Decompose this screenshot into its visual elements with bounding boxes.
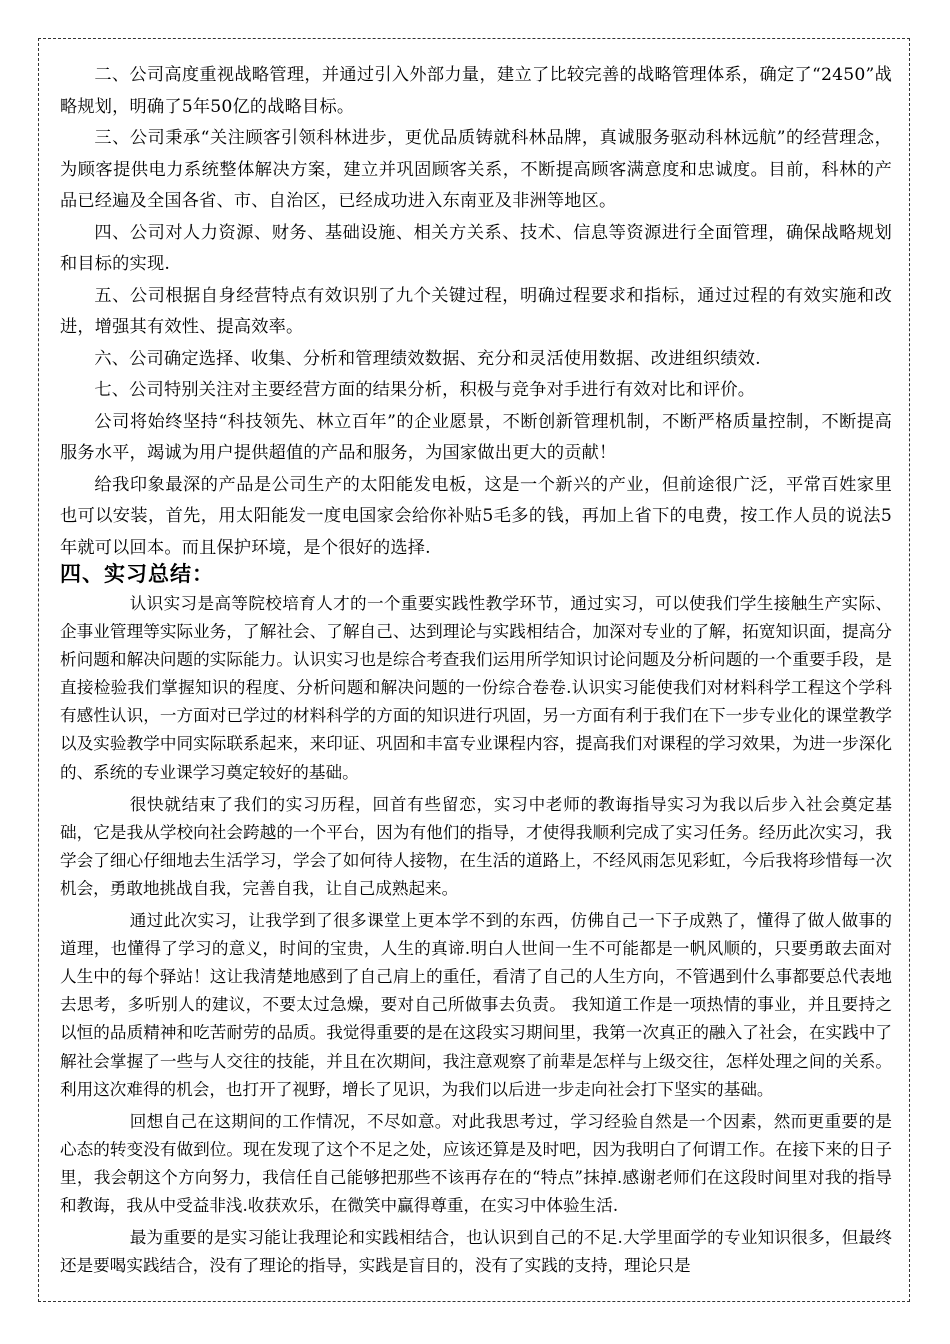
document-body (60, 60, 892, 1280)
paragraph: 认识实习是高等院校培育人才的一个重要实践性教学环节，通过实习，可以使我们学生接触生产实际、企事业管理等实际业务，了解社会、了解自己、达到理论与实践相结合，加深对专业的了解，拓宽知识面，提高分析问题和解决问题的实际能力。认识实习也是综合考查我们运用所学知识讨论问题及分析问题的一个重要手段，是直接检验我们掌握知识的程度、分析问题和解决问题的一份综合卷卷.认识实习能使我们对材料科学工程这个学科有感性认识，一方面对已学过的材料科学的方面的知识进行巩固，另一方面有利于我们在下一步专业化的课堂教学以及实验教学中同实际联系起来，来印证、巩固和丰富专业课程内容，提高我们对课程的学习效果，为进一步深化的、系统的专业课学习奠定较好的基础。 (60, 594, 892, 782)
paragraph: 通过此次实习，让我学到了很多课堂上更本学不到的东西，仿佛自己一下子成熟了，懂得了做人做事的道理，也懂得了学习的意义，时间的宝贵，人生的真谛.明白人世间一生不可能都是一帆风顺的，只要勇敢去面对人生中的每个驿站！这让我清楚地感到了自己肩上的重任，看清了自己的人生方向，不管遇到什么事都要总代表地去思考，多听别人的建议，不要太过急燥，要对自己所做事去负责。 我知道工作是一项热情的事业，并且要持之以恒的品质精神和吃苦耐劳的品质。我觉得重要的是在这段实习期间里，我第一次真正的融入了社会，在实践中了解社会掌握了一些与人交往的技能，并且在次期间，我注意观察了前辈是怎样与上级交往，怎样处理之间的关系。利用这次难得的机会，也打开了视野，增长了见识，为我们以后进一步走向社会打下坚实的基础。 (60, 911, 892, 1099)
paragraph: 七、公司特别关注对主要经营方面的结果分析，积极与竞争对手进行有效对比和评价。 (94, 380, 756, 400)
section-heading: 四、实习总结： (60, 561, 214, 586)
company-overview (60, 60, 892, 564)
paragraph: 五、公司根据自身经营特点有效识别了九个关键过程，明确过程要求和指标，通过过程的有效实施和改进，增强其有效性、提高效率。 (60, 285, 892, 337)
paragraph: 回想自己在这期间的工作情况，不尽如意。对此我思考过，学习经验自然是一个因素，然而更重要的是心态的转变没有做到位。现在发现了这个不足之处，应该还算是及时吧，因为我明白了何谓工作。在接下来的日子里，我会朝这个方向努力，我信任自己能够把那些不该再存在的“特点”抹掉.感谢老师们在这段时间里对我的指导和教诲，我从中受益非浅.收获欢乐，在微笑中赢得尊重，在实习中体验生活. (60, 1111, 892, 1215)
paragraph: 最为重要的是实习能让我理论和实践相结合，也认识到自己的不足.大学里面学的专业知识很多，但最终还是要喝实践结合，没有了理论的指导，实践是盲目的，没有了实践的支持，理论只是 (60, 1228, 892, 1276)
paragraph: 很快就结束了我们的实习历程，回首有些留恋，实习中老师的教诲指导实习为我以后步入社会奠定基础，它是我从学校向社会跨越的一个平台，因为有他们的指导，才使得我顺利完成了实习任务。经历此次实习，我学会了细心仔细地去生活学习，学会了如何待人接物，在生活的道路上，不经风雨怎见彩虹，今后我将珍惜每一次机会，勇敢地挑战自我，完善自我，让自己成熟起来。 (60, 794, 892, 898)
paragraph: 四、公司对人力资源、财务、基础设施、相关方关系、技术、信息等资源进行全面管理，确保战略规划和目标的实现. (60, 222, 892, 274)
paragraph: 公司将始终坚持“科技领先、林立百年”的企业愿景，不断创新管理机制，不断严格质量控制，不断提高服务水平，竭诚为用户提供超值的产品和服务，为国家做出更大的贡献！ (60, 411, 892, 463)
paragraph: 二、公司高度重视战略管理，并通过引入外部力量，建立了比较完善的战略管理体系，确定了“2450”战略规划，明确了5年50亿的战略目标。 (60, 65, 892, 117)
internship-summary (60, 590, 892, 1280)
paragraph: 三、公司秉承“关注顾客引领科林进步，更优品质铸就科林品牌，真诚服务驱动科林远航”的经营理念，为顾客提供电力系统整体解决方案，建立并巩固顾客关系，不断提高顾客满意度和忠诚度。目前，科林的产品已经遍及全国各省、市、自治区，已经成功进入东南亚及非洲等地区。 (60, 128, 892, 211)
paragraph: 给我印象最深的产品是公司生产的太阳能发电板，这是一个新兴的产业，但前途很广泛，平常百姓家里也可以安装，首先，用太阳能发一度电国家会给你补贴5毛多的钱，再加上省下的电费，按工作人员的说法5年就可以回本。而且保护环境，是个很好的选择. (60, 474, 892, 558)
paragraph: 六、公司确定选择、收集、分析和管理绩效数据、充分和灵活使用数据、改进组织绩效. (94, 348, 761, 369)
